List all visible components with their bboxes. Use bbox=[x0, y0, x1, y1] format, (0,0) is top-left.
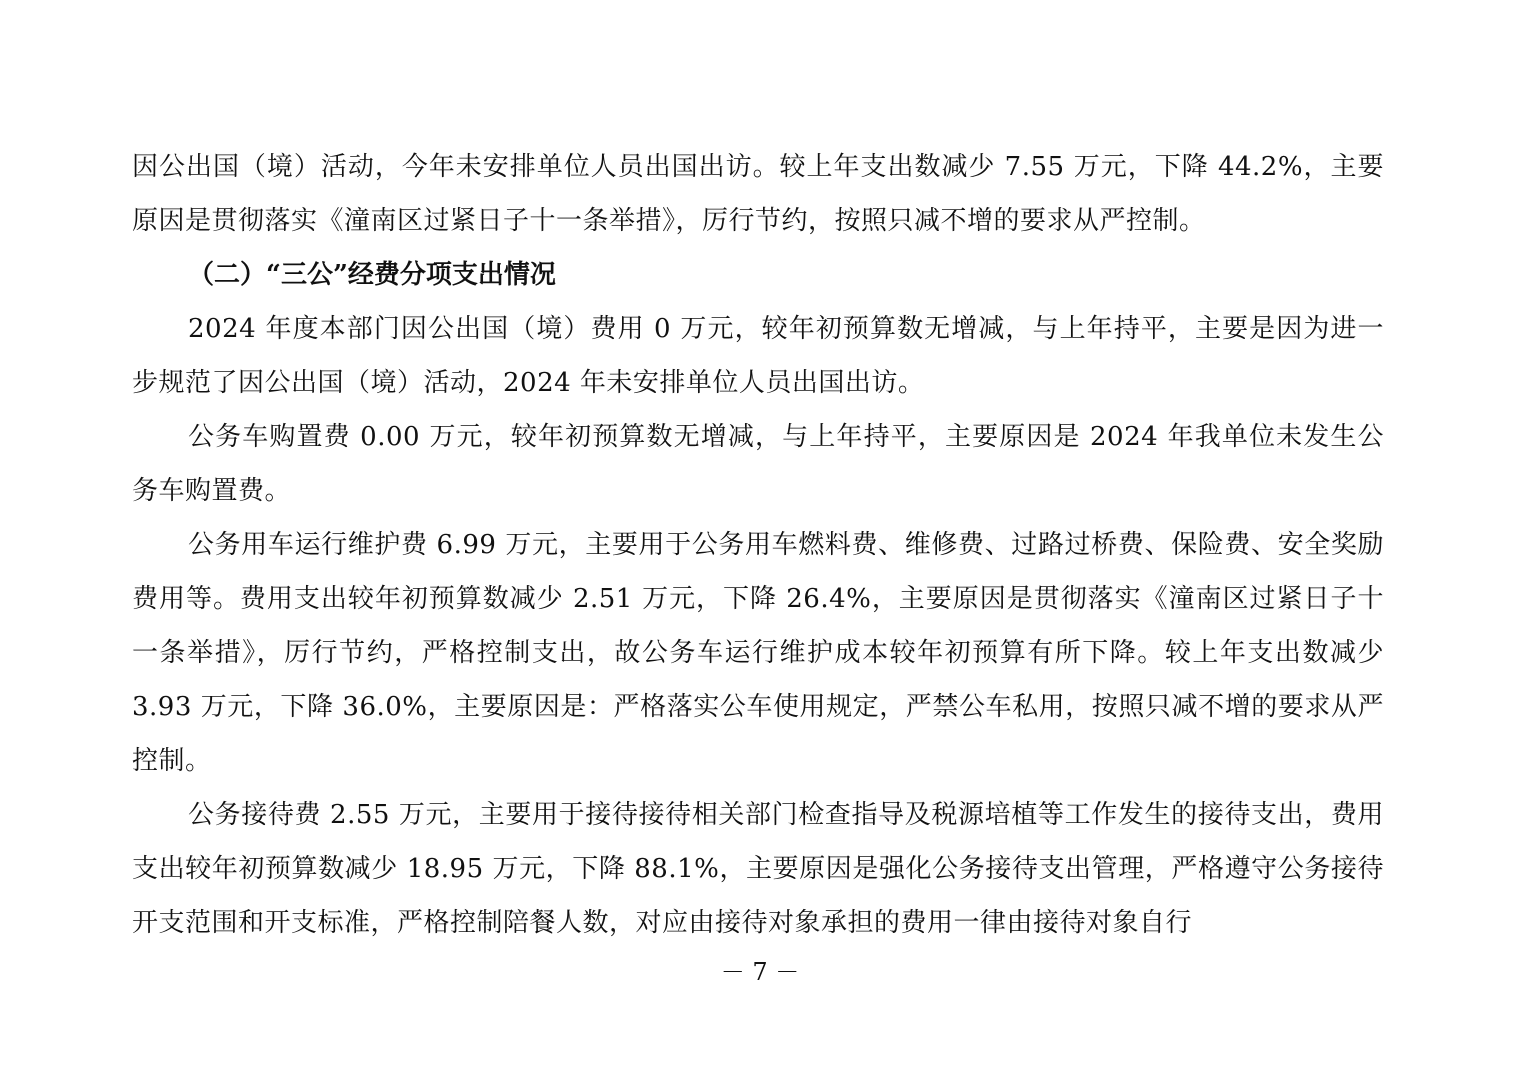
paragraph-reception: 公务接待费 2.55 万元，主要用于接待接待相关部门检查指导及税源培植等工作发生的接待支出，费用支出较年初预算数减少 18.95 万元，下降 88.1%，主要原因是强化公务接待支出管理，严格遵守公务接待开支范围和开支标准，严格控制陪餐人数，对应由接待对象承担的费用一律由接待对象自行 bbox=[132, 800, 1384, 938]
paragraph-continuation: 因公出国（境）活动，今年未安排单位人员出国出访。较上年支出数减少 7.55 万元，下降 44.2%，主要原因是贯彻落实《潼南区过紧日子十一条举措》，厉行节约，按照只减不增的要求从严控制。 bbox=[132, 152, 1384, 236]
section-heading: （二）“三公”经费分项支出情况 bbox=[188, 260, 556, 290]
page-number: － 7 － bbox=[720, 958, 800, 986]
paragraph-vehicle-purchase: 公务车购置费 0.00 万元，较年初预算数无增减，与上年持平，主要原因是 2024 年我单位未发生公务车购置费。 bbox=[132, 422, 1384, 506]
paragraph-overseas-travel: 2024 年度本部门因公出国（境）费用 0 万元，较年初预算数无增减，与上年持平，主要是因为进一步规范了因公出国（境）活动，2024 年未安排单位人员出国出访。 bbox=[132, 314, 1384, 398]
paragraph-vehicle-maintenance: 公务用车运行维护费 6.99 万元，主要用于公务用车燃料费、维修费、过路过桥费、保险费、安全奖励费用等。费用支出较年初预算数减少 2.51 万元，下降 26.4%，主要原因是贯彻落实《潼南区过紧日子十一条举措》，厉行节约，严格控制支出，故公务车运行维护成本较年初预算有所下降。较上年支出数减少 3.93 万元，下降 36.0%，主要原因是：严格落实公车使用规定，严禁公车私用，按照只减不增的要求从严控制。 bbox=[132, 530, 1384, 776]
document-body bbox=[132, 140, 1384, 950]
